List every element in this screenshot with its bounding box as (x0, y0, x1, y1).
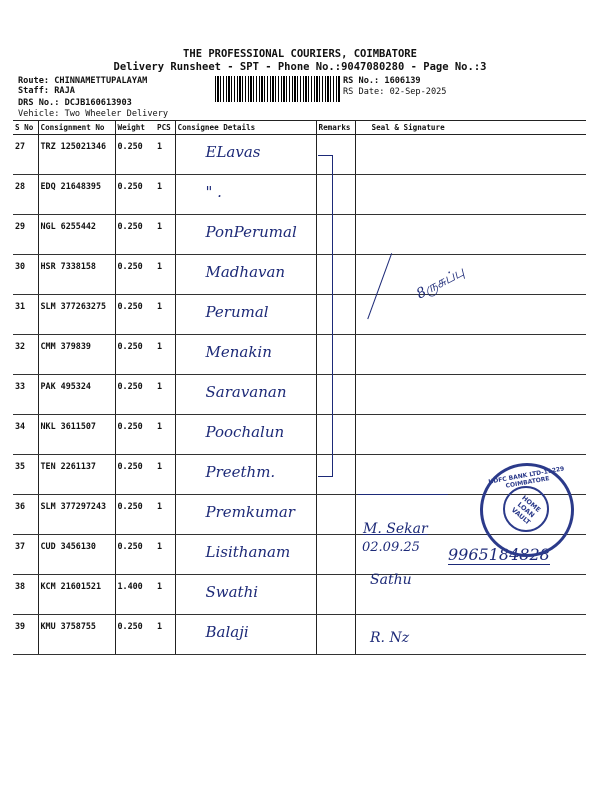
row-consignee-cell (175, 455, 316, 495)
signature-text: 8ருசுப்பு (413, 263, 468, 303)
row-consignment-no: TRZ 125021346 (38, 135, 115, 175)
row-consignee-cell (175, 255, 316, 295)
row-consignment-no: TEN 2261137 (38, 455, 115, 495)
row-consignee: Perumal (205, 303, 269, 321)
row-consignment-no: HSR 7338158 (38, 255, 115, 295)
row-weight: 0.250 (115, 615, 155, 655)
row-consignee: Lisithanam (205, 543, 291, 561)
col-seal-signature: Seal & Signature (355, 121, 586, 135)
row-pcs: 1 (155, 535, 175, 575)
row-consignment-no: PAK 495324 (38, 375, 115, 415)
table-row (13, 135, 586, 175)
row-consignee: Saravanan (205, 383, 287, 401)
barcode-image (215, 76, 340, 102)
row-consignee-cell (175, 295, 316, 335)
table-row (13, 175, 586, 215)
runsheet-table (13, 120, 586, 655)
company-title: THE PROFESSIONAL COURIERS, COIMBATORE (183, 48, 417, 60)
table-row (13, 295, 586, 335)
table-row (13, 415, 586, 455)
row-sno: 28 (13, 175, 38, 215)
table-row (13, 375, 586, 415)
row-pcs: 1 (155, 455, 175, 495)
rs-number: RS No.: 1606139 (343, 76, 421, 86)
row-weight: 0.250 (115, 335, 155, 375)
row-pcs: 1 (155, 175, 175, 215)
row-consignee-cell (175, 335, 316, 375)
row-consignee: ELavas (205, 143, 261, 161)
row-weight: 0.250 (115, 415, 155, 455)
table-row (13, 255, 586, 295)
row-consignee-cell (175, 495, 316, 535)
row-consignee: Premkumar (205, 503, 295, 521)
remarks-bracket (318, 155, 333, 477)
row-sno: 36 (13, 495, 38, 535)
row-consignment-no: KCM 21601521 (38, 575, 115, 615)
drs-number: DRS No.: DCJB160613903 (18, 98, 132, 108)
row-consignment-no: SLM 377263275 (38, 295, 115, 335)
row-seal-signature (355, 375, 586, 415)
row-weight: 0.250 (115, 255, 155, 295)
row-sno: 33 (13, 375, 38, 415)
row-weight: 0.250 (115, 535, 155, 575)
rs-date: RS Date: 02-Sep-2025 (343, 87, 447, 97)
row-consignee-cell (175, 375, 316, 415)
receiver-phone: 9965184828 (448, 545, 550, 564)
row-remarks (316, 535, 355, 575)
row-consignment-no: EDQ 21648395 (38, 175, 115, 215)
row-consignee-cell (175, 575, 316, 615)
row-consignee: Preethm. (205, 463, 276, 481)
row-consignee: Menakin (205, 343, 272, 361)
row36-scribble (358, 480, 448, 495)
stamp-text: HDFC BANK LTD-11229 COIMBATORE (487, 465, 565, 490)
col-weight: Weight (115, 121, 155, 135)
row-pcs: 1 (155, 495, 175, 535)
row-pcs: 1 (155, 295, 175, 335)
col-consignment: Consignment No (38, 121, 115, 135)
row-consignment-no: NGL 6255442 (38, 215, 115, 255)
row-sno: 31 (13, 295, 38, 335)
row-consignee-cell (175, 215, 316, 255)
col-sno: S No (13, 121, 38, 135)
row-consignee: Swathi (205, 583, 259, 601)
row-consignee-cell (175, 175, 316, 215)
row-sno: 27 (13, 135, 38, 175)
row-seal-signature (355, 415, 586, 455)
row-sno: 32 (13, 335, 38, 375)
receiver-date: 02.09.25 (362, 540, 420, 555)
row-remarks (316, 615, 355, 655)
row-remarks (316, 495, 355, 535)
row-weight: 0.250 (115, 455, 155, 495)
row-consignee: Poochalun (205, 423, 285, 441)
row-seal-signature (355, 175, 586, 215)
row-consignment-no: CMM 379839 (38, 335, 115, 375)
row-pcs: 1 (155, 375, 175, 415)
row-weight: 0.250 (115, 135, 155, 175)
row-consignee-cell (175, 135, 316, 175)
table-row (13, 575, 586, 615)
bank-seal-stamp (480, 463, 574, 557)
row-consignment-no: NKL 3611507 (38, 415, 115, 455)
row-consignee: " . (205, 183, 222, 201)
row-pcs: 1 (155, 415, 175, 455)
runsheet-subtitle: Delivery Runsheet - SPT - Phone No.:9047080280 - Page No.:3 (113, 61, 487, 73)
vehicle-label: Vehicle: Two Wheeler Delivery (18, 109, 169, 119)
row-weight: 0.250 (115, 495, 155, 535)
row-consignee: Balaji (205, 623, 249, 641)
table-row (13, 215, 586, 255)
row-consignee-cell (175, 535, 316, 575)
stamp-center-text: HOME LOAN VAULT (509, 493, 543, 527)
staff-label: Staff: RAJA (18, 86, 75, 96)
stamp-inner-circle (503, 486, 549, 532)
row-consignment-no: SLM 377297243 (38, 495, 115, 535)
row-pcs: 1 (155, 335, 175, 375)
row-consignment-no: CUD 3456130 (38, 535, 115, 575)
row-sno: 37 (13, 535, 38, 575)
table-header-row (13, 121, 586, 135)
table-row (13, 335, 586, 375)
row-sno: 29 (13, 215, 38, 255)
row-sno: 30 (13, 255, 38, 295)
row-seal-signature (355, 335, 586, 375)
row-seal-signature (355, 215, 586, 255)
row-sno: 38 (13, 575, 38, 615)
row-remarks (316, 575, 355, 615)
row38-signature: Sathu (370, 572, 412, 588)
row-consignee-cell (175, 615, 316, 655)
row-pcs: 1 (155, 215, 175, 255)
col-pcs: PCS (155, 121, 175, 135)
row-sno: 35 (13, 455, 38, 495)
route-label: Route: CHINNAMETTUPALAYAM (18, 76, 148, 86)
table-row (13, 615, 586, 655)
row-pcs: 1 (155, 255, 175, 295)
row-weight: 1.400 (115, 575, 155, 615)
col-remarks: Remarks (316, 121, 355, 135)
row-weight: 0.250 (115, 295, 155, 335)
row-pcs: 1 (155, 575, 175, 615)
row-weight: 0.250 (115, 175, 155, 215)
row-sno: 39 (13, 615, 38, 655)
row-pcs: 1 (155, 135, 175, 175)
row-seal-signature (355, 135, 586, 175)
row39-signature: R. Nz (370, 630, 410, 646)
row-weight: 0.250 (115, 375, 155, 415)
receiver-name: M. Sekar (363, 521, 428, 537)
row-weight: 0.250 (115, 215, 155, 255)
row-consignment-no: KMU 3758755 (38, 615, 115, 655)
row-pcs: 1 (155, 615, 175, 655)
row-sno: 34 (13, 415, 38, 455)
row-consignee: Madhavan (205, 263, 286, 281)
row-consignee-cell (175, 415, 316, 455)
row-consignee: PonPerumal (205, 223, 297, 241)
col-consignee: Consignee Details (175, 121, 316, 135)
